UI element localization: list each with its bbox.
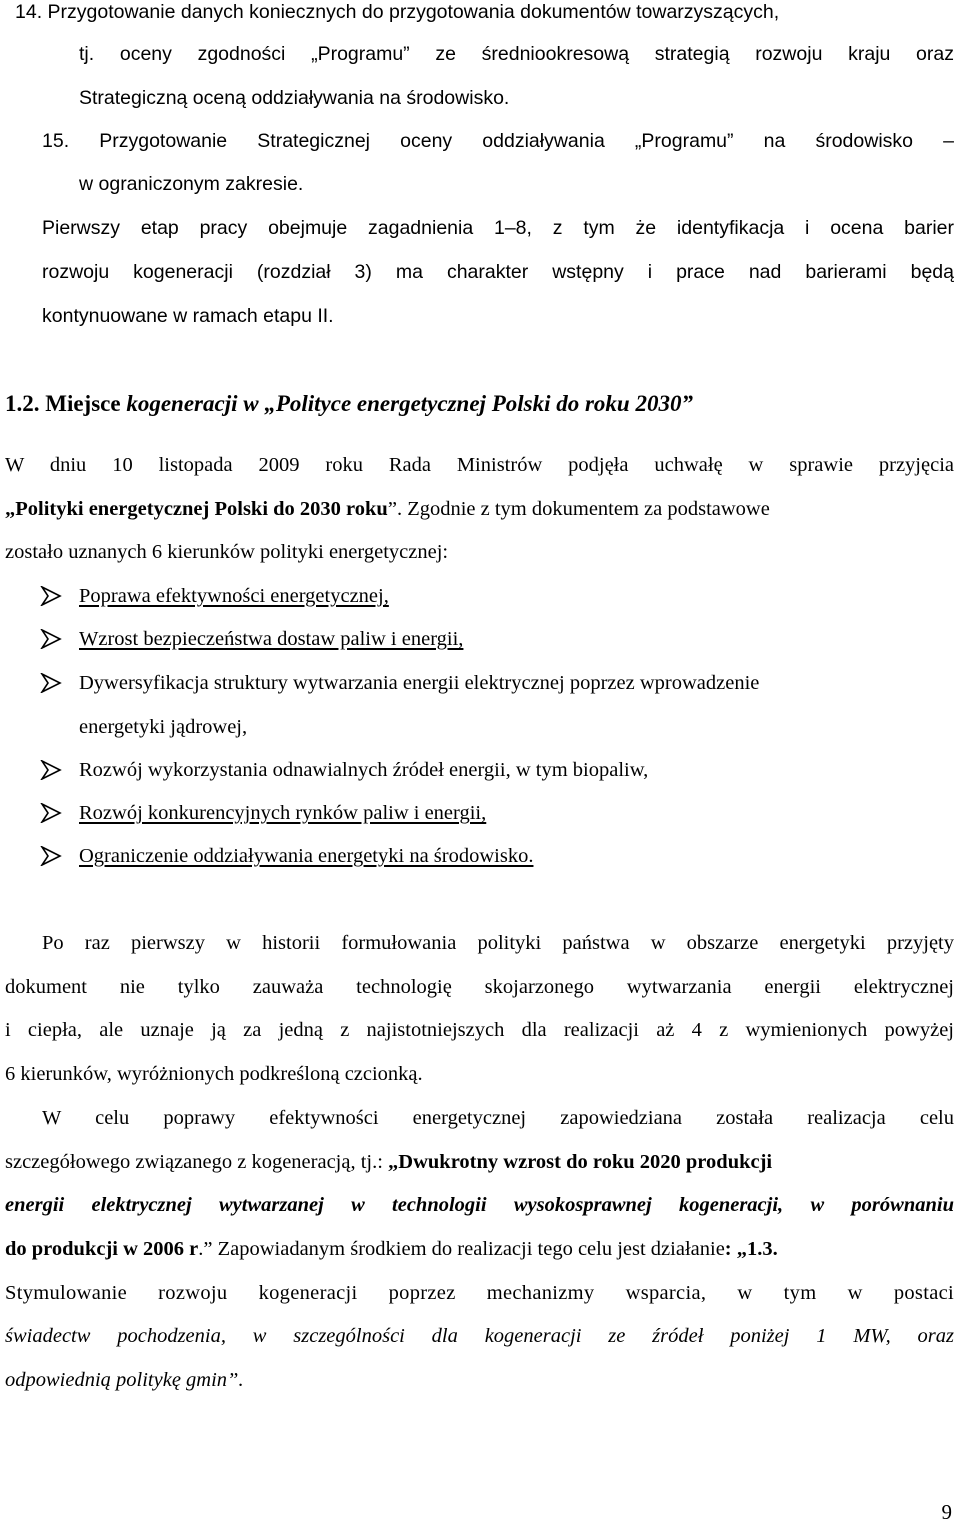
stage-paragraph-line1: Pierwszy etap pracy obejmuje zagadnienia 1–8, z tym że identyfikacja i ocena barier [42,217,954,239]
arrow-bullet-icon [40,803,62,823]
policy-title: „Polityki energetycznej Polski do 2030 roku [5,498,388,520]
arrow-bullet-icon [40,760,62,780]
target-quote-end: do produkcji w 2006 r [5,1238,199,1260]
efficiency-paragraph-line1: W celu poprawy efektywności energetycznej zapowiedziana została realizacja celu [42,1107,954,1129]
efficiency-paragraph-line4 [5,1237,960,1261]
efficiency-paragraph-line2 [5,1150,960,1174]
action-number: : „1.3. [724,1238,778,1260]
direction-item-4: Rozwój wykorzystania odnawialnych źródeł energii, w tym biopaliw, [79,759,649,781]
direction-item-3-continuation: energetyki jądrowej, [79,716,248,738]
history-paragraph-line3: i ciepła, ale uznaje ją za jedną z najistotniejszych dla realizacji aż 4 z wymienionych powyżej [5,1019,954,1041]
direction-item-1: Poprawa efektywności energetycznej, [79,585,389,607]
list-item-15-line1: 15. Przygotowanie Strategicznej oceny oddziaływania „Programu” na środowisko – [42,130,954,152]
intro-paragraph-line1: W dniu 10 listopada 2009 roku Rada Ministrów podjęła uchwałę w sprawie przyjęcia [5,454,954,476]
arrow-bullet-icon [40,586,62,606]
efficiency-paragraph-line2-plain: szczegółowego związanego z kogeneracją, tj.: [5,1151,389,1173]
efficiency-paragraph-line3: energii elektrycznej wytwarzanej w technologii wysokosprawnej kogeneracji, w porównaniu [5,1194,954,1216]
efficiency-paragraph-line7: odpowiednią politykę gmin”. [5,1369,244,1391]
section-heading-number: 1.2. Miejsce [5,391,127,416]
list-item-14-line3: Strategiczną oceną oddziaływania na środowisko. [79,87,510,109]
intro-paragraph-line3: zostało uznanych 6 kierunków polityki energetycznej: [5,541,449,563]
history-paragraph-line2: dokument nie tylko zauważa technologię skojarzonego wytwarzania energii elektrycznej [5,976,954,998]
page-number: 9 [941,1500,952,1524]
efficiency-paragraph-line4-plain: .” Zapowiadanym środkiem do realizacji tego celu jest działanie [198,1238,725,1260]
direction-item-3: Dywersyfikacja struktury wytwarzania energii elektrycznej poprzez wprowadzenie [79,672,760,694]
history-paragraph-line4: 6 kierunków, wyróżnionych podkreśloną czcionką. [5,1063,423,1085]
section-heading-title: kogeneracji w „Polityce energetycznej Polski do roku 2030” [126,391,693,416]
intro-paragraph-line2-rest: ”. Zgodnie z tym dokumentem za podstawowe [387,498,770,520]
section-heading [5,392,960,416]
arrow-bullet-icon [40,673,62,693]
stage-paragraph-line2: rozwoju kogeneracji (rozdział 3) ma charakter wstępny i prace nad barierami będą [42,261,954,283]
arrow-bullet-icon [40,846,62,866]
intro-paragraph-line2 [5,497,960,521]
efficiency-paragraph-line6: świadectw pochodzenia, w szczególności dla kogeneracji ze źródeł poniżej 1 MW, oraz [5,1325,954,1347]
direction-item-2: Wzrost bezpieczeństwa dostaw paliw i energii, [79,628,464,650]
history-paragraph-line1: Po raz pierwszy w historii formułowania polityki państwa w obszarze energetyki przyjęty [42,932,954,954]
list-item-15-line2: w ograniczonym zakresie. [79,173,304,195]
list-item-14-line2: tj. oceny zgodności „Programu” ze średniookresową strategią rozwoju kraju oraz [79,43,954,65]
arrow-bullet-icon [40,629,62,649]
direction-item-6: Ograniczenie oddziaływania energetyki na środowisko. [79,845,534,867]
list-item-14-line1: 14. Przygotowanie danych koniecznych do przygotowania dokumentów towarzyszących, [15,1,780,23]
direction-item-5: Rozwój konkurencyjnych rynków paliw i energii, [79,802,487,824]
target-quote-start: „Dwukrotny wzrost do roku 2020 produkcji [388,1151,773,1173]
stage-paragraph-line3: kontynuowane w ramach etapu II. [42,305,334,327]
efficiency-paragraph-line5: Stymulowanie rozwoju kogeneracji poprzez mechanizmy wsparcia, w tym w postaci [5,1282,954,1304]
